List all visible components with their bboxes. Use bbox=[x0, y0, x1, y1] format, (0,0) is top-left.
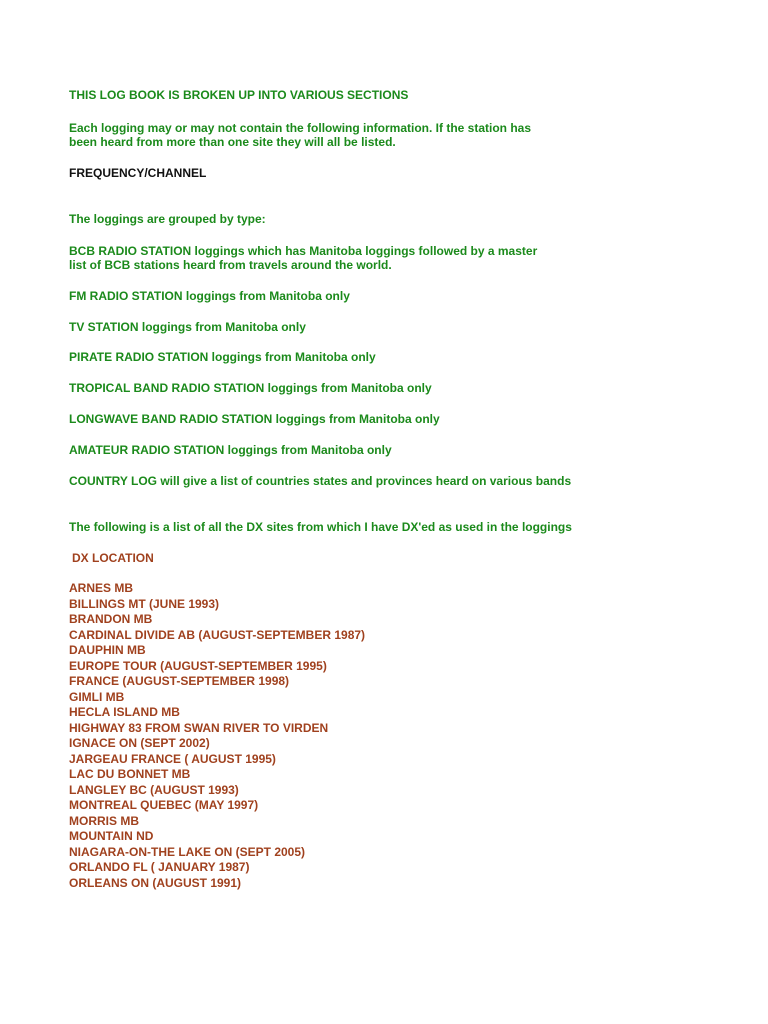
section-pirate: PIRATE RADIO STATION loggings from Manitoba only bbox=[69, 350, 376, 364]
page-heading: THIS LOG BOOK IS BROKEN UP INTO VARIOUS SECTIONS bbox=[69, 88, 409, 102]
dx-location-item: ORLANDO FL ( JANUARY 1987) bbox=[69, 860, 250, 874]
dx-location-item: JARGEAU FRANCE ( AUGUST 1995) bbox=[69, 752, 276, 766]
section-country: COUNTRY LOG will give a list of countries states and provinces heard on various bands bbox=[69, 474, 572, 488]
dx-location-item: MOUNTAIN ND bbox=[69, 829, 154, 843]
dx-location-item: IGNACE ON (SEPT 2002) bbox=[69, 736, 210, 750]
dx-location-item: LANGLEY BC (AUGUST 1993) bbox=[69, 783, 239, 797]
dx-location-item: ORLEANS ON (AUGUST 1991) bbox=[69, 876, 242, 890]
grouped-by-text: The loggings are grouped by type: bbox=[69, 212, 266, 226]
section-bcb-line-1: BCB RADIO STATION loggings which has Manitoba loggings followed by a master bbox=[69, 244, 538, 258]
section-fm: FM RADIO STATION loggings from Manitoba only bbox=[69, 289, 350, 303]
dx-location-item: HECLA ISLAND MB bbox=[69, 705, 180, 719]
dx-location-item: LAC DU BONNET MB bbox=[69, 767, 191, 781]
dx-location-heading: DX LOCATION bbox=[72, 551, 154, 565]
dx-location-item: BRANDON MB bbox=[69, 612, 153, 626]
dx-location-item: CARDINAL DIVIDE AB (AUGUST-SEPTEMBER 1987) bbox=[69, 628, 366, 642]
dx-location-item: BILLINGS MT (JUNE 1993) bbox=[69, 597, 220, 611]
dx-location-item: FRANCE (AUGUST-SEPTEMBER 1998) bbox=[69, 674, 290, 688]
dx-location-item: EUROPE TOUR (AUGUST-SEPTEMBER 1995) bbox=[69, 659, 327, 673]
section-bcb-line-2: list of BCB stations heard from travels around the world. bbox=[69, 258, 392, 272]
section-tropical: TROPICAL BAND RADIO STATION loggings from Manitoba only bbox=[69, 381, 432, 395]
field-label-frequency: FREQUENCY/CHANNEL bbox=[69, 166, 207, 180]
section-longwave: LONGWAVE BAND RADIO STATION loggings from Manitoba only bbox=[69, 412, 440, 426]
dx-location-item: MORRIS MB bbox=[69, 814, 139, 828]
dx-sites-intro: The following is a list of all the DX sites from which I have DX'ed as used in the loggings bbox=[69, 520, 572, 534]
dx-location-item: GIMLI MB bbox=[69, 690, 125, 704]
dx-location-item: NIAGARA-ON-THE LAKE ON (SEPT 2005) bbox=[69, 845, 306, 859]
dx-location-item: ARNES MB bbox=[69, 581, 134, 595]
dx-location-item: MONTREAL QUEBEC (MAY 1997) bbox=[69, 798, 259, 812]
section-tv: TV STATION loggings from Manitoba only bbox=[69, 320, 306, 334]
dx-location-item: HIGHWAY 83 FROM SWAN RIVER TO VIRDEN bbox=[69, 721, 329, 735]
info-text-line-2: been heard from more than one site they will all be listed. bbox=[69, 135, 396, 149]
dx-location-item: DAUPHIN MB bbox=[69, 643, 146, 657]
section-amateur: AMATEUR RADIO STATION loggings from Manitoba only bbox=[69, 443, 392, 457]
info-text-line-1: Each logging may or may not contain the following information. If the station has bbox=[69, 121, 532, 135]
